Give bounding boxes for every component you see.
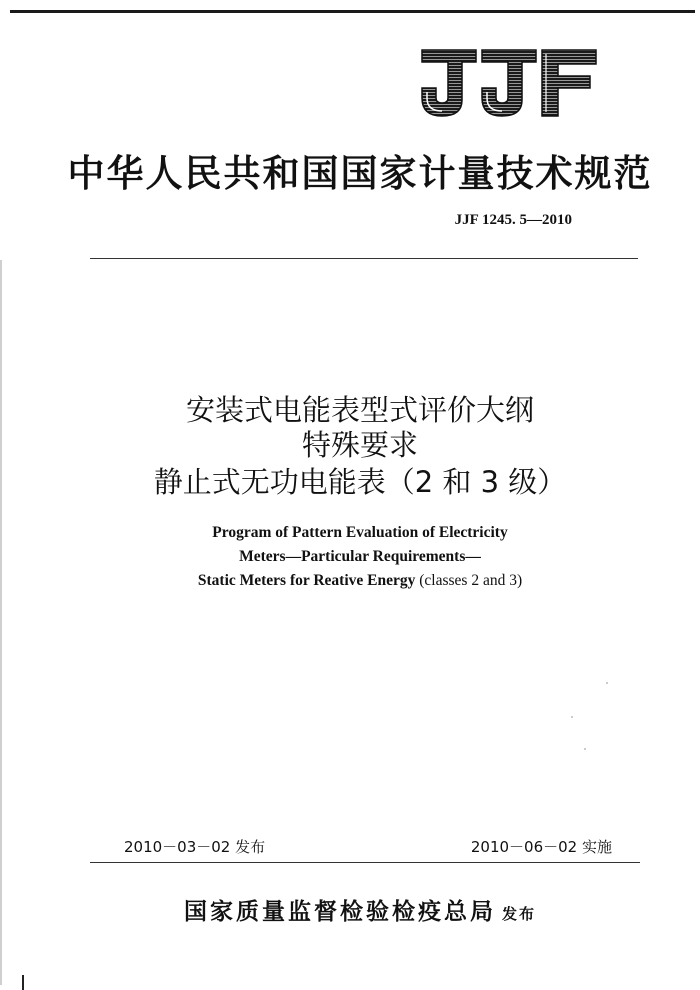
title-cn-line-3: 静止式无功电能表（2 和 3 级）: [153, 465, 567, 499]
header-divider: [90, 258, 638, 259]
issuing-authority-name: 国家质量监督检验检疫总局: [183, 898, 496, 925]
issuing-authority-suffix: 发布: [501, 905, 536, 923]
standard-code: JJF 1245. 5—2010: [454, 212, 572, 228]
title-en-line-2: Meters—Particular Requirements—: [239, 548, 481, 565]
title-en-line-1: Program of Pattern Evaluation of Electricity: [212, 524, 508, 541]
left-page-mark: [22, 975, 24, 990]
jjf-logo-icon: [418, 48, 598, 118]
title-en-line-3-main: Static Meters for Reative Energy: [197, 572, 416, 589]
scan-speck: [606, 682, 608, 684]
footer-divider: [90, 862, 640, 863]
implementation-date: 2010－06－02 实施: [470, 838, 612, 856]
standard-category-title: 中华人民共和国国家计量技术规范: [67, 151, 653, 195]
left-page-edge: [0, 260, 2, 985]
scan-speck: [571, 716, 573, 718]
title-en-line-3: [60, 572, 660, 590]
scan-speck: [584, 748, 586, 750]
title-cn-line-2: 特殊要求: [301, 428, 418, 462]
issuing-authority: [60, 893, 660, 926]
title-cn-line-1: 安装式电能表型式评价大纲: [185, 393, 534, 427]
issue-date: 2010－03－02 发布: [124, 838, 266, 856]
top-border-rule: [10, 10, 695, 13]
title-en-line-3-classes: (classes 2 and 3): [419, 572, 523, 589]
